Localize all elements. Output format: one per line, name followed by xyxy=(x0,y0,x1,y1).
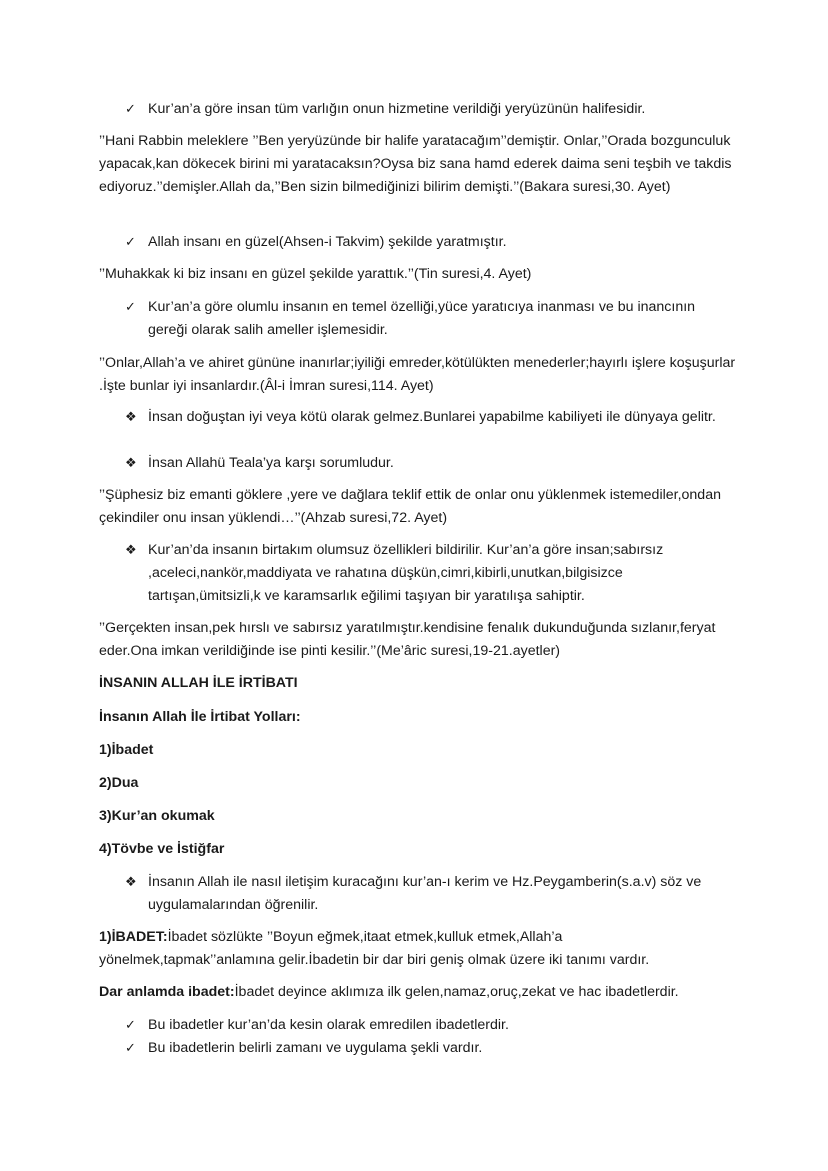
list-item xyxy=(125,231,735,254)
list-item xyxy=(125,539,735,608)
list-item xyxy=(125,452,735,475)
list-item xyxy=(125,871,735,917)
ibadet-text: İbadet sözlükte ’’Boyun eğmek,itaat etmek,kulluk etmek,Allah’a yönelmek,tapmak’’anlamına gelir.İbadetin bir dar biri geniş olmak üzere iki tanımı vardır. xyxy=(99,929,650,968)
check-icon: ✓ xyxy=(125,235,136,250)
list-item-text: Kur’an’a göre olumlu insanın en temel özelliği,yüce yaratıcıya inanması ve bu inancının gereği olarak salih ameller işlemesidir. xyxy=(148,299,696,338)
ibadet-definition xyxy=(99,926,739,972)
way-item-kuran: 3)Kur’an okumak xyxy=(99,808,215,824)
way-item-ibadet: 1)İbadet xyxy=(99,742,154,758)
dar-label: Dar anlamda ibadet: xyxy=(99,984,235,1000)
diamond-bullet-icon: ❖ xyxy=(125,875,137,890)
list-item xyxy=(125,1014,735,1037)
list-item-text: Bu ibadetlerin belirli zamanı ve uygulama şekli vardır. xyxy=(148,1040,483,1056)
list-item xyxy=(125,406,735,429)
list-item-text: Kur’an’da insanın birtakım olumsuz özellikleri bildirilir. Kur’an’a göre insan;sabırsız ,aceleci,nankör,maddiyata ve rahatına düşkün,cimri,kibirli,unutkan,bilgisizce tartışan,ümitsizli,k ve karamsarlık eğilimi taşıyan bir yaratılışa sahiptir. xyxy=(148,542,664,604)
check-icon: ✓ xyxy=(125,1018,136,1033)
list-item-text: Kur’an’a göre insan tüm varlığın onun hizmetine verildiği yeryüzünün halifesidir. xyxy=(148,101,646,117)
quote-paragraph: ’’Gerçekten insan,pek hırslı ve sabırsız yaratılmıştır.kendisine fenalık dukunduğunda sızlanır,feryat eder.Ona imkan verildiğinde ise pinti kesilir.’’(Me’âric suresi,19-21.ayetler) xyxy=(99,620,716,659)
diamond-bullet-icon: ❖ xyxy=(125,410,137,425)
check-icon: ✓ xyxy=(125,102,136,117)
list-item-text: Bu ibadetler kur’an’da kesin olarak emredilen ibadetlerdir. xyxy=(148,1017,509,1033)
diamond-bullet-icon: ❖ xyxy=(125,456,137,471)
list-item-text: Allah insanı en güzel(Ahsen-i Takvim) şekilde yaratmıştır. xyxy=(148,234,507,250)
dar-text: İbadet deyince aklımıza ilk gelen,namaz,oruç,zekat ve hac ibadetlerdir. xyxy=(234,984,679,1000)
list-item-text: İnsan doğuştan iyi veya kötü olarak gelmez.Bunlarei yapabilme kabiliyeti ile dünyaya gelitr. xyxy=(148,409,716,425)
check-icon: ✓ xyxy=(125,1041,136,1056)
check-icon: ✓ xyxy=(125,300,136,315)
list-item xyxy=(125,98,735,121)
list-item xyxy=(125,1037,735,1060)
quote-paragraph: ’’Onlar,Allah’a ve ahiret gününe inanırlar;iyiliği emreder,kötülükten menederler;hayırlı işlere koşuşurlar .İşte bunlar iyi insanlardır.(Âl-i İmran suresi,114. Ayet) xyxy=(99,355,736,394)
way-item-tovbe: 4)Tövbe ve İstiğfar xyxy=(99,841,225,857)
dar-anlamda-ibadet xyxy=(99,981,739,1004)
way-item-dua: 2)Dua xyxy=(99,775,139,791)
quote-paragraph: ’’Muhakkak ki biz insanı en güzel şekilde yarattık.’’(Tin suresi,4. Ayet) xyxy=(99,266,532,282)
section-heading: İNSANIN ALLAH İLE İRTİBATI xyxy=(99,675,298,691)
list-item-text: İnsanın Allah ile nasıl iletişim kuracağını kur’an-ı kerim ve Hz.Peygamberin(s.a.v) söz ve uygulamalarından öğrenilir. xyxy=(148,874,702,913)
ibadet-label: 1)İBADET: xyxy=(99,929,168,945)
list-item xyxy=(125,296,735,342)
list-item-text: İnsan Allahü Teala’ya karşı sorumludur. xyxy=(148,455,394,471)
quote-paragraph: ’’Hani Rabbin meleklere ’’Ben yeryüzünde bir halife yaratacağım’’demiştir. Onlar,’’Orada bozgunculuk yapacak,kan dökecek birini mi yaratacaksın?Oysa biz sana hamd ederek daima seni teşbih ve takdis ediyoruz.’’demişler.Allah da,’’Ben sizin bilmediğinizi bilirim demişti.’’(Bakara suresi,30. Ayet) xyxy=(99,133,732,195)
diamond-bullet-icon: ❖ xyxy=(125,543,137,558)
quote-paragraph: ’’Şüphesiz biz emanti göklere ,yere ve dağlara teklif ettik de onlar onu yüklenmek istemediler,ondan çekindiler onu insan yüklendi…’’(Ahzab suresi,72. Ayet) xyxy=(99,487,721,526)
sub-heading: İnsanın Allah İle İrtibat Yolları: xyxy=(99,709,301,725)
